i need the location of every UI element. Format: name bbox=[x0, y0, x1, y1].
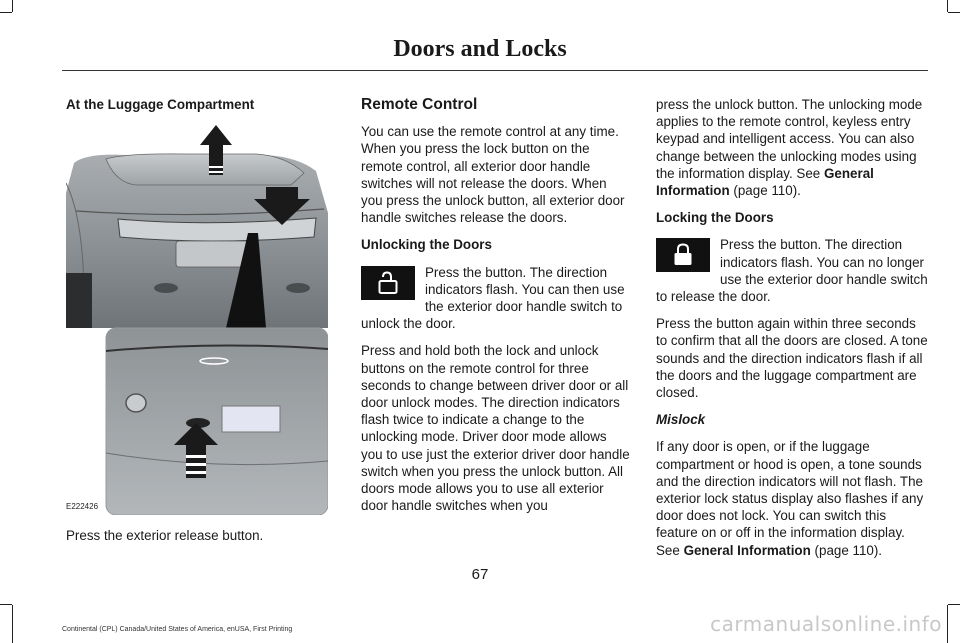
column-1 bbox=[66, 96, 328, 554]
luggage-caption: Press the exterior release button. bbox=[66, 528, 264, 544]
crop-mark bbox=[12, 605, 13, 643]
title-rule bbox=[62, 70, 928, 71]
general-information-link[interactable]: General Information bbox=[656, 165, 874, 199]
column-2 bbox=[361, 96, 631, 524]
unlocking-block bbox=[361, 264, 631, 333]
printing-info: Continental (CPL) Canada/United States of America, enUSA, First Printing bbox=[62, 626, 293, 633]
remote-control-heading: Remote Control bbox=[361, 96, 478, 113]
locking-heading: Locking the Doors bbox=[656, 210, 774, 226]
unlock-mode-continued: press the unlock button. The unlocking mode applies to the remote control, keyless entry keypad and intelligent access. You can also change between the unlocking modes using the information display. See bbox=[656, 97, 923, 181]
crop-mark bbox=[12, 0, 13, 12]
car-rear-illustration bbox=[66, 123, 328, 515]
mislock-heading: Mislock bbox=[656, 412, 706, 428]
unlocking-text: Press the button. The direction indicators flash. You can then use the exterior door handle switch to unlock the door. bbox=[361, 264, 625, 332]
luggage-figure bbox=[66, 123, 328, 515]
unlock-mode-text bbox=[656, 96, 928, 199]
crop-mark bbox=[948, 12, 960, 13]
hold-text: Press and hold both the lock and unlock buttons on the remote control for three seconds to change between driver door or all door unlock modes. The direction indicators flash twice to indicate a change to the unlocking mode. Driver door mode allows you to use just the exterior driver door handle switch when you press the unlock button. All doors mode allows you to use all exterior door handle switches when you bbox=[361, 343, 630, 514]
figure-code: E222426 bbox=[66, 502, 99, 511]
crop-mark bbox=[0, 604, 12, 605]
general-information-link[interactable]: General Information bbox=[683, 542, 811, 558]
page-title: Doors and Locks bbox=[393, 36, 567, 62]
crop-mark bbox=[0, 12, 12, 13]
padlock-open-icon bbox=[361, 266, 415, 300]
page-reference: (page 110). bbox=[814, 542, 883, 558]
luggage-heading: At the Luggage Compartment bbox=[66, 97, 255, 112]
crop-mark bbox=[947, 0, 948, 12]
unlocking-heading: Unlocking the Doors bbox=[361, 237, 492, 253]
page-number: 67 bbox=[471, 566, 489, 583]
crop-mark bbox=[947, 605, 948, 643]
locking-text: Press the button. The direction indicators flash. You can no longer use the exterior door handle switch to release the door. bbox=[656, 237, 928, 305]
remote-intro: You can use the remote control at any time. When you press the lock button on the remote control, all exterior door handle switches will not release the doors. When you press the unlock button, all exterior door handle switches release the doors. bbox=[361, 124, 625, 226]
mislock-paragraph bbox=[656, 438, 928, 558]
crop-mark bbox=[948, 604, 960, 605]
confirm-text: Press the button again within three seconds to confirm that all the doors are closed. A tone sounds and the direction indicators flash if all the doors and the luggage compartment are closed. bbox=[656, 316, 928, 401]
mislock-text: If any door is open, or if the luggage compartment or hood is open, a tone sounds and the direction indicators will not flash. The exterior lock status display also flashes if any door does not lock. You can switch this feature on or off in the information display. See bbox=[656, 439, 924, 558]
locking-block bbox=[656, 236, 928, 305]
column-3 bbox=[656, 96, 928, 569]
watermark: carmanualsonline.info bbox=[710, 612, 942, 636]
page-reference: (page 110). bbox=[733, 183, 801, 199]
padlock-closed-icon bbox=[656, 238, 710, 272]
